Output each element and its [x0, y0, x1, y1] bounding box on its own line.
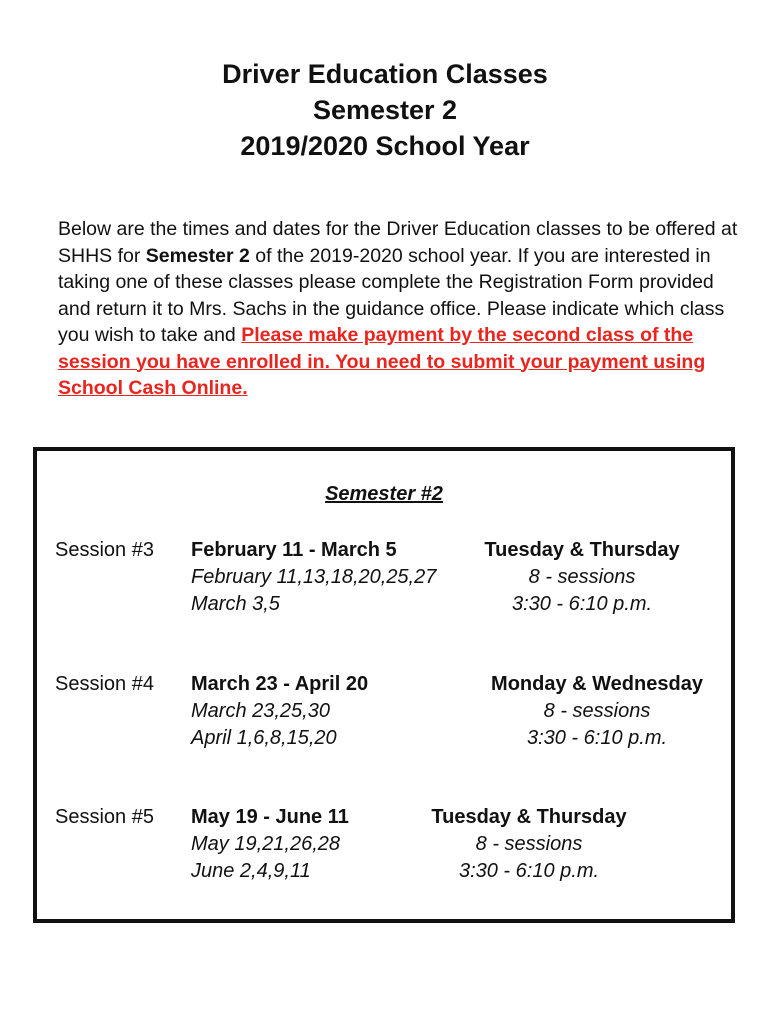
- intro-text-2: of the 2019-2020 school year. If you are interested in taking one of these classes please complete the Registration Form provided and return it to Mrs. Sachs in the guidance office. Please indicate which class you wish to take and: [58, 244, 725, 346]
- intro-semester-bold: Semester 2: [145, 244, 250, 267]
- session-3-days: Tuesday & Thursday: [484, 539, 680, 561]
- session-4-dates: [191, 671, 368, 752]
- intro-text-1: Below are the times and dates for the Driver Education classes to be offered at SHHS for: [58, 218, 738, 267]
- session-3-dates-line-2: March 3,5: [191, 593, 280, 615]
- schedule-box: [33, 447, 735, 923]
- title-line-2: Semester 2: [312, 95, 458, 125]
- page-title: [0, 56, 770, 164]
- session-4-days: Monday & Wednesday: [491, 673, 703, 695]
- session-4-dates-line-1: March 23,25,30: [191, 700, 330, 722]
- intro-paragraph: [58, 216, 738, 402]
- session-3-time: 3:30 - 6:10 p.m.: [511, 593, 653, 615]
- session-5-label: Session #5: [55, 806, 154, 828]
- session-4-time: 3:30 - 6:10 p.m.: [526, 727, 668, 749]
- session-3-count: 8 - sessions: [528, 566, 636, 588]
- session-4-count: 8 - sessions: [543, 700, 651, 722]
- session-3-label: Session #3: [55, 539, 154, 561]
- session-3-schedule: [447, 537, 717, 618]
- payment-notice: Please make payment by the second class of the session you have enrolled in. You need to submit your payment using School Cash Online.: [58, 324, 706, 399]
- title-line-1: Driver Education Classes: [222, 59, 548, 89]
- session-5-dates-line-1: May 19,21,26,28: [191, 833, 340, 855]
- session-5-time: 3:30 - 6:10 p.m.: [458, 860, 600, 882]
- session-5-count: 8 - sessions: [475, 833, 583, 855]
- session-5-range: May 19 - June 11: [191, 806, 349, 828]
- session-4-schedule: [447, 671, 747, 752]
- session-3-range: February 11 - March 5: [191, 539, 397, 561]
- session-3-dates-line-1: February 11,13,18,20,25,27: [191, 566, 437, 588]
- schedule-heading: Semester #2: [325, 483, 443, 505]
- session-5-days: Tuesday & Thursday: [431, 806, 627, 828]
- session-3-dates: [191, 537, 436, 618]
- session-5-dates-line-2: June 2,4,9,11: [191, 860, 311, 882]
- session-4-label: Session #4: [55, 673, 154, 695]
- session-4-range: March 23 - April 20: [191, 673, 369, 695]
- session-4-dates-line-2: April 1,6,8,15,20: [191, 727, 337, 749]
- session-5-dates: [191, 804, 349, 885]
- title-line-3: 2019/2020 School Year: [240, 131, 530, 161]
- session-5-schedule: [409, 804, 649, 885]
